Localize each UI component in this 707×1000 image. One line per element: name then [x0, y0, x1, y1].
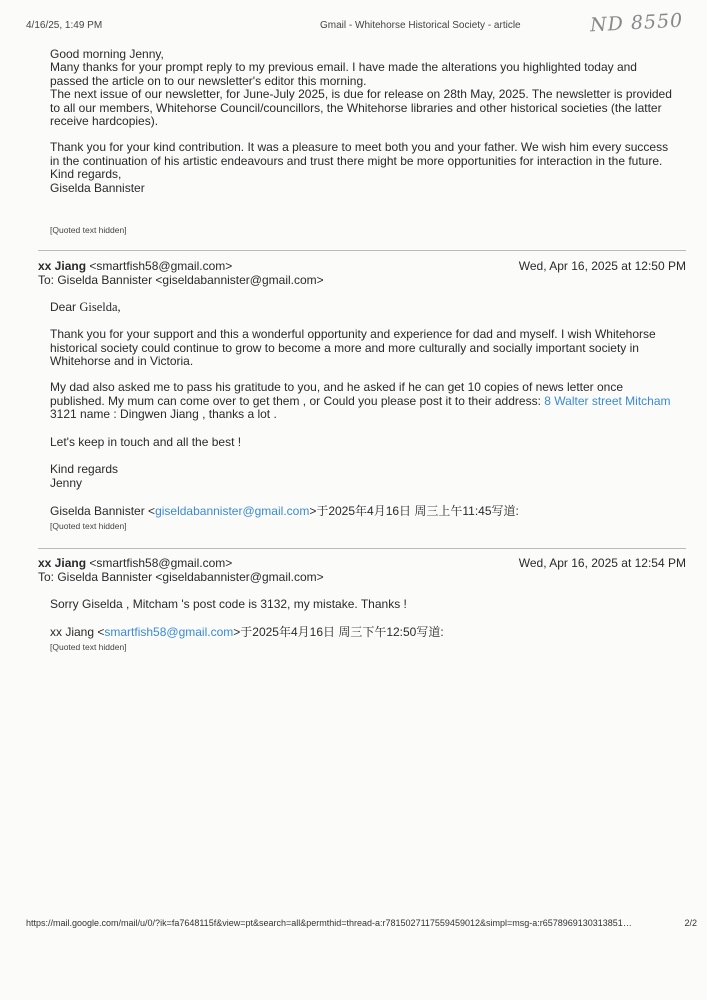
message-3-date: Wed, Apr 16, 2025 at 12:54 PM — [518, 556, 686, 570]
address-link[interactable]: 8 Walter street Mitcham — [544, 393, 671, 408]
message-2-greeting — [50, 301, 675, 315]
page-number: 2/2 — [684, 918, 697, 928]
message-3-quote-header — [50, 626, 675, 640]
message-1-greeting: Good morning Jenny, — [50, 47, 164, 61]
message-2-sender — [38, 259, 232, 273]
message-3-sender — [38, 556, 232, 570]
quoted-text-hidden-link[interactable]: [Quoted text hidden] — [50, 642, 127, 652]
sender-email: <smartfish58@gmail.com> — [89, 259, 233, 273]
quote-suffix: >于2025年4月16日 周三上午11:45写道: — [309, 504, 519, 518]
message-2-closing: Kind regards — [50, 462, 119, 476]
sender-name: xx Jiang — [38, 556, 87, 570]
message-2-date: Wed, Apr 16, 2025 at 12:50 PM — [518, 259, 686, 273]
quoted-text-hidden-link[interactable]: [Quoted text hidden] — [50, 225, 127, 235]
sender-name: xx Jiang — [38, 259, 87, 273]
message-3-paragraph-1: Sorry Giselda , Mitcham 's post code is 3132, my mistake. Thanks ! — [50, 597, 407, 611]
print-datetime: 4/16/25, 1:49 PM — [26, 20, 103, 31]
message-1-paragraph-1: Many thanks for your prompt reply to my previous email. I have made the alterations you highlighted today and passed the article on to our newsletter's editor this morning. — [50, 60, 637, 88]
message-1-paragraph-3: Thank you for your kind contribution. It was a pleasure to meet both you and your father. We wish him every success in the continuation of his artistic endeavours and trust there might be more opportunities for interaction in the future. — [50, 140, 669, 168]
message-1-closing: Kind regards, — [50, 167, 122, 181]
quote-suffix: >于2025年4月16日 周三下午12:50写道: — [233, 625, 444, 639]
message-2-paragraph-1: Thank you for your support and this a wonderful opportunity and experience for dad and myself. I wish Whitehorse historical society could continue to grow to become a more and more culturally and socially important society in Whitehorse and in Victoria. — [50, 327, 656, 368]
greeting-prefix: Dear — [50, 300, 80, 314]
quoted-text-hidden-link[interactable]: [Quoted text hidden] — [50, 521, 127, 531]
message-3-recipient: To: Giselda Bannister <giseldabannister@gmail.com> — [38, 570, 324, 584]
message-divider — [38, 548, 686, 549]
greeting-name: Giselda, — [79, 300, 121, 314]
message-2-paragraph-3: Let's keep in touch and all the best ! — [50, 435, 242, 449]
sender-email: <smartfish58@gmail.com> — [89, 556, 233, 570]
quote-name: xx Jiang < — [50, 625, 105, 639]
paragraph-text: My dad also asked me to pass his gratitude to you, and he asked if he can get 10 copies of news letter once published. My mum can come over to get them , or Could you please post it to their address: — [50, 380, 624, 408]
print-title: Gmail - Whitehorse Historical Society - article — [320, 20, 521, 31]
message-1-signature: Giselda Bannister — [50, 181, 145, 195]
paragraph-text: 3121 name : Dingwen Jiang , thanks a lot . — [50, 407, 277, 421]
message-1-paragraph-2: The next issue of our newsletter, for June-July 2025, is due for release on 28th May, 2025. The newsletter is provided to all our members, Whitehorse Council/councillors, the Whitehorse libraries and other historical societies (the latter receive hardcopies). — [50, 87, 672, 128]
message-2-signature: Jenny — [50, 476, 83, 490]
message-2-recipient: To: Giselda Bannister <giseldabannister@gmail.com> — [38, 273, 324, 287]
message-divider — [38, 250, 686, 251]
quote-email-link[interactable]: giseldabannister@gmail.com — [155, 504, 310, 518]
handwritten-note: ND 8550 — [589, 9, 684, 37]
quote-email-link[interactable]: smartfish58@gmail.com — [104, 625, 234, 639]
message-2-paragraph-2 — [50, 381, 675, 422]
message-2-quote-header — [50, 505, 675, 519]
print-url: https://mail.google.com/mail/u/0/?ik=fa7648115f&view=pt&search=all&permthid=thread-a:r7815027117559459012&simpl=msg-a:r6578969130313851… — [26, 918, 632, 928]
quote-name: Giselda Bannister < — [50, 504, 156, 518]
